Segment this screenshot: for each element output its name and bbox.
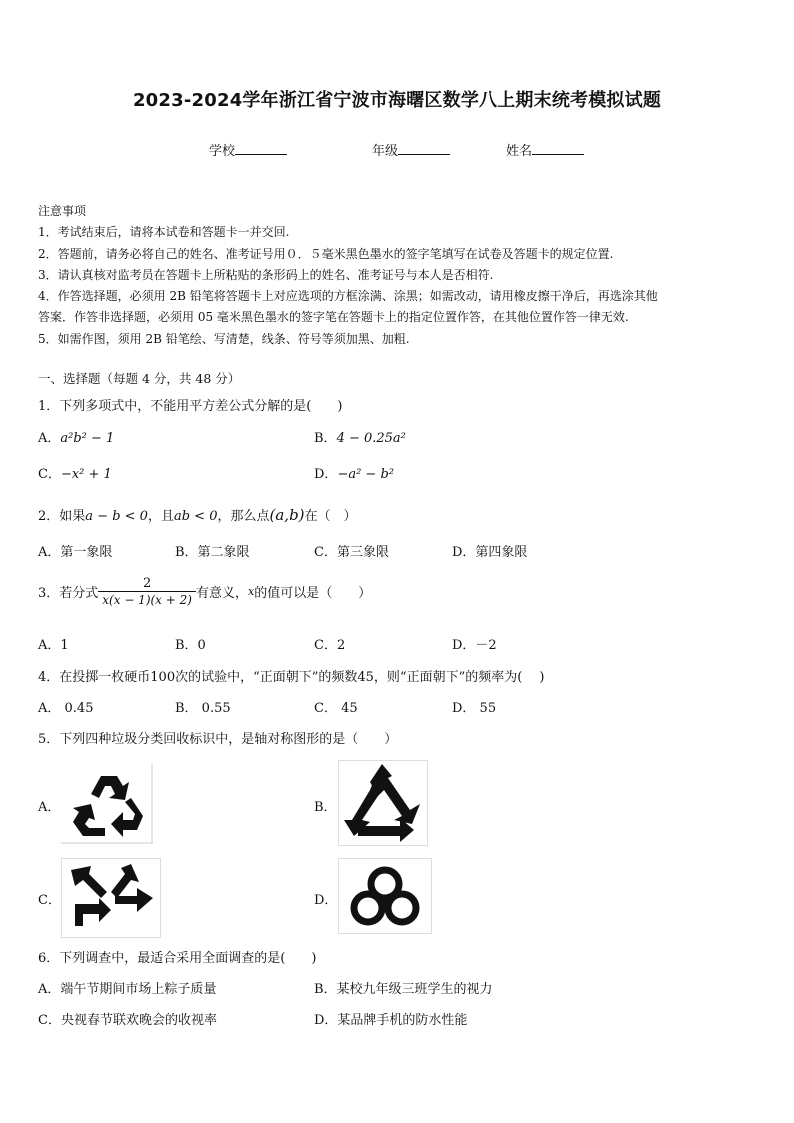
notice-item: 1．考试结束后，请将本试卷和答题卡一并交回.: [38, 225, 290, 240]
q3-mid: 有意义，: [195, 586, 248, 601]
q3-var: x: [247, 585, 255, 598]
q1-option-d-label: D．: [314, 467, 338, 482]
q1-option-a-text: a²b² − 1: [60, 431, 115, 446]
notice-item: 3．请认真核对监考员在答题卡上所粘贴的条形码上的姓名、准考证号与本人是否相符.: [38, 267, 494, 282]
q2-post: 在（ ）: [304, 509, 357, 524]
q1-option-d[interactable]: [314, 463, 394, 482]
q4-option-b[interactable]: B． 0.55: [175, 701, 231, 716]
grade-blank[interactable]: [398, 140, 450, 155]
recycle-trefoil-icon: [338, 858, 432, 934]
name-blank[interactable]: [532, 140, 584, 155]
notice-block: [38, 201, 658, 350]
q3-post: 的值可以是（ ）: [254, 586, 372, 601]
q6-option-b[interactable]: B．某校九年级三班学生的视力: [314, 982, 493, 997]
school-field: [209, 140, 287, 159]
q1-option-a-label: A．: [38, 431, 61, 446]
q2-option-d[interactable]: D．第四象限: [452, 545, 528, 560]
q2-option-a[interactable]: A．第一象限: [38, 545, 113, 560]
q4-option-d[interactable]: D． 55: [452, 701, 497, 716]
q3-option-a[interactable]: A．1: [38, 638, 69, 653]
notice-item: 4．作答选择题，必须用 2B 铅笔将答题卡上对应选项的方框涂满、涂黑；如需改动，请用橡皮擦干净后，再选涂其他: [38, 289, 658, 304]
q2-math-1: a − b < 0: [85, 509, 148, 524]
name-field: [506, 140, 584, 159]
school-blank[interactable]: [235, 140, 287, 155]
q2-option-b[interactable]: B．第二象限: [175, 545, 250, 560]
q3-option-d[interactable]: D．－2: [452, 638, 497, 653]
q6-option-d[interactable]: D．某品牌手机的防水性能: [314, 1013, 468, 1028]
recycle-three-arrows-icon: [61, 764, 153, 844]
q6-option-a[interactable]: A．端午节期间市场上粽子质量: [38, 982, 217, 997]
q5-option-b-label[interactable]: B．: [314, 800, 337, 815]
q1-option-c-text: −x² + 1: [60, 467, 112, 482]
q1-option-b[interactable]: [314, 427, 406, 446]
question-2-stem: [38, 505, 357, 524]
question-5-stem: 5．下列四种垃圾分类回收标识中，是轴对称图形的是（ ）: [38, 732, 398, 747]
question-6-stem: 6．下列调查中，最适合采用全面调查的是( ): [38, 951, 317, 966]
question-1-stem: 1．下列多项式中，不能用平方差公式分解的是( ): [38, 399, 343, 414]
q2-mid: ，且: [147, 509, 174, 524]
q3-fraction: [98, 576, 196, 607]
grade-field: [372, 140, 450, 159]
q2-option-c[interactable]: C．第三象限: [314, 545, 389, 560]
page-title: 2023-2024学年浙江省宁波市海曙区数学八上期末统考模拟试题: [132, 90, 662, 111]
notice-item: 2．答题前，请务必将自己的姓名、准考证号用０．５毫米黑色墨水的签字笔填写在试卷及答题卡的规定位置.: [38, 246, 614, 261]
notice-item: 答案．作答非选择题，必须用 05 毫米黑色墨水的签字笔在答题卡上的指定位置作答，在其他位置作答一律无效.: [38, 310, 629, 325]
q2-math-2: ab < 0: [173, 509, 218, 524]
q2-pre: 2．如果: [38, 509, 86, 524]
q1-option-b-text: 4 − 0.25a²: [336, 431, 406, 446]
recycle-triangle-arrows-icon: [338, 760, 428, 846]
q3-pre: 3．若分式: [38, 586, 99, 601]
q1-option-d-text: −a² − b²: [337, 467, 394, 482]
q1-option-c-label: C．: [38, 467, 61, 482]
q3-denominator: x(x − 1)(x + 2): [98, 591, 196, 607]
grade-label: 年级: [372, 144, 399, 159]
q6-option-c[interactable]: C．央视春节联欢晚会的收视率: [38, 1013, 217, 1028]
q3-option-c[interactable]: C．2: [314, 638, 346, 653]
q5-option-c-label[interactable]: C．: [38, 893, 61, 908]
q2-mid2: ，那么点: [217, 509, 270, 524]
school-label: 学校: [209, 144, 236, 159]
notice-item: 5．如需作图，须用 2B 铅笔绘、写清楚，线条、符号等须加黑、加粗.: [38, 331, 410, 346]
q4-option-a[interactable]: A． 0.45: [38, 701, 94, 716]
q5-option-a-label[interactable]: A．: [38, 800, 61, 815]
question-4-stem: 4．在投掷一枚硬币100次的试验中，“正面朝下”的频数45，则“正面朝下”的频率为( ): [38, 670, 545, 685]
q3-option-b[interactable]: B．0: [175, 638, 206, 653]
q1-option-a[interactable]: [38, 427, 114, 446]
q3-numerator: 2: [142, 576, 152, 591]
notice-heading: 注意事项: [38, 204, 87, 218]
section-heading: 一、选择题（每题 4 分，共 48 分）: [38, 371, 241, 386]
q5-option-d-label[interactable]: D．: [314, 893, 338, 908]
question-3-stem: [38, 576, 371, 607]
name-label: 姓名: [506, 144, 533, 159]
q4-option-c[interactable]: C． 45: [314, 701, 358, 716]
q1-option-c[interactable]: [38, 463, 112, 482]
recycle-converging-arrows-icon: [61, 858, 161, 938]
q2-math-3: (a,b): [269, 506, 305, 524]
q1-option-b-label: B．: [314, 431, 337, 446]
